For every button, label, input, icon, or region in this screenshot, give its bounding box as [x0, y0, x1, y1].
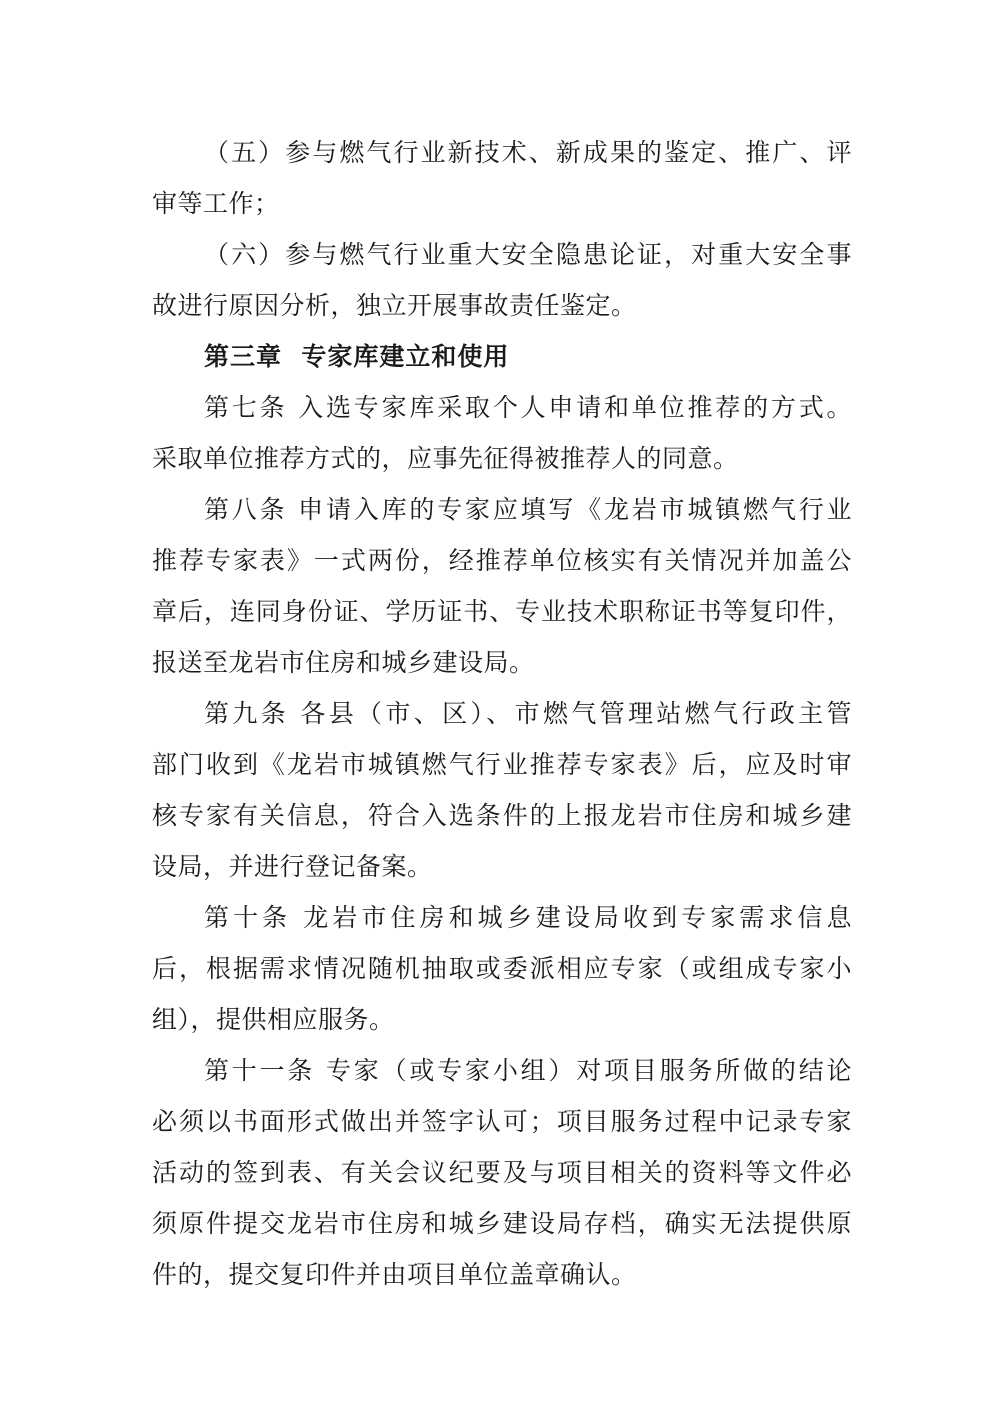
paragraph-line: 第十条 龙岩市住房和城乡建设局收到专家需求信息 [204, 903, 852, 932]
paragraph-line: 设局，并进行登记备案。 [152, 852, 433, 881]
item-five [152, 127, 852, 229]
chapter-three-heading [152, 331, 852, 382]
article-nine [152, 688, 852, 892]
paragraph-line: 第八条 申请入库的专家应填写《龙岩市城镇燃气行业 [204, 495, 852, 524]
paragraph-line: 第七条 入选专家库采取个人申请和单位推荐的方式。 [204, 393, 852, 422]
paragraph-line: 后，根据需求情况随机抽取或委派相应专家（或组成专家小 [152, 954, 852, 983]
paragraph-line: 活动的签到表、有关会议纪要及与项目相关的资料等文件必 [152, 1158, 852, 1187]
paragraph-line: （五）参与燃气行业新技术、新成果的鉴定、推广、评 [204, 138, 852, 167]
paragraph-line: 须原件提交龙岩市住房和城乡建设局存档，确实无法提供原 [152, 1209, 852, 1238]
paragraph-line: 件的，提交复印件并由项目单位盖章确认。 [152, 1260, 637, 1289]
article-eight [152, 484, 852, 688]
paragraph-line: 组），提供相应服务。 [152, 1005, 395, 1034]
article-ten [152, 892, 852, 1045]
paragraph-line: 报送至龙岩市住房和城乡建设局。 [152, 648, 535, 677]
paragraph-line: 采取单位推荐方式的，应事先征得被推荐人的同意。 [152, 444, 739, 473]
paragraph-line: 审等工作； [152, 189, 280, 218]
paragraph-line: 故进行原因分析，独立开展事故责任鉴定。 [152, 291, 637, 320]
paragraph-line: 第九条 各县（市、区）、市燃气管理站燃气行政主管 [204, 699, 852, 728]
paragraph-line: 章后，连同身份证、学历证书、专业技术职称证书等复印件， [152, 597, 852, 626]
article-eleven [152, 1045, 852, 1300]
paragraph-line: 第十一条 专家（或专家小组）对项目服务所做的结论 [204, 1056, 852, 1085]
paragraph-line: 推荐专家表》一式两份，经推荐单位核实有关情况并加盖公 [152, 546, 852, 575]
item-six [152, 229, 852, 331]
article-seven [152, 382, 852, 484]
paragraph-line: 必须以书面形式做出并签字认可；项目服务过程中记录专家 [152, 1107, 852, 1136]
document-body [152, 127, 852, 1300]
paragraph-line: 核专家有关信息，符合入选条件的上报龙岩市住房和城乡建 [152, 801, 852, 830]
paragraph-line: （六）参与燃气行业重大安全隐患论证，对重大安全事 [204, 240, 852, 269]
paragraph-line: 部门收到《龙岩市城镇燃气行业推荐专家表》后，应及时审 [152, 750, 852, 779]
chapter-heading-text: 第三章 专家库建立和使用 [204, 342, 510, 371]
